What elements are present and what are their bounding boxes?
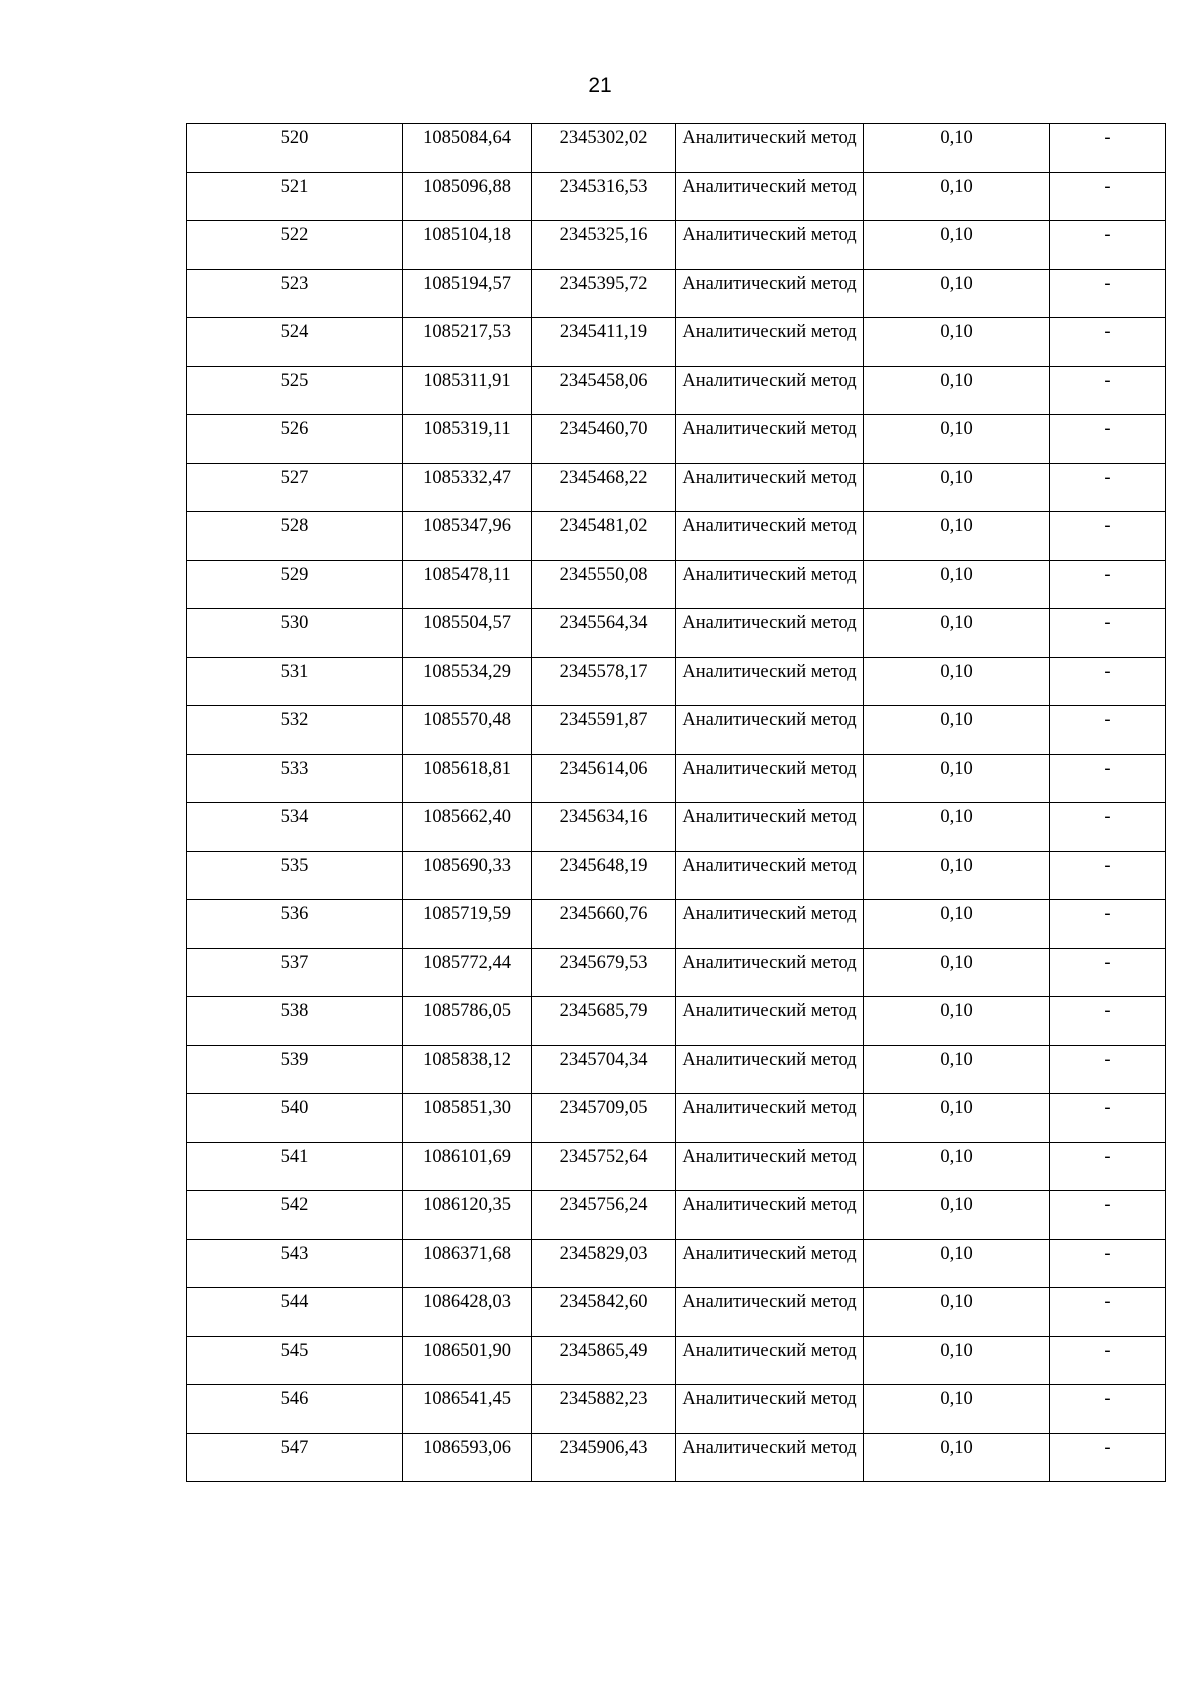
description-cell: -: [1050, 1288, 1166, 1337]
accuracy-cell: 0,10: [864, 512, 1050, 561]
point-number-cell: 536: [187, 900, 403, 949]
description-cell: -: [1050, 1239, 1166, 1288]
accuracy-cell: 0,10: [864, 1191, 1050, 1240]
y-coordinate-cell: 2345906,43: [532, 1433, 676, 1482]
x-coordinate-cell: 1085618,81: [403, 754, 532, 803]
x-coordinate-cell: 1085504,57: [403, 609, 532, 658]
method-cell: Аналитический метод: [676, 1336, 864, 1385]
x-coordinate-cell: 1085096,88: [403, 172, 532, 221]
method-cell: Аналитический метод: [676, 1191, 864, 1240]
y-coordinate-cell: 2345704,34: [532, 1045, 676, 1094]
accuracy-cell: 0,10: [864, 1385, 1050, 1434]
table-row: [187, 1094, 1166, 1143]
table-row: [187, 754, 1166, 803]
y-coordinate-cell: 2345316,53: [532, 172, 676, 221]
method-cell: Аналитический метод: [676, 948, 864, 997]
point-number-cell: 525: [187, 366, 403, 415]
x-coordinate-cell: 1086371,68: [403, 1239, 532, 1288]
description-cell: -: [1050, 221, 1166, 270]
point-number-cell: 526: [187, 415, 403, 464]
y-coordinate-cell: 2345679,53: [532, 948, 676, 997]
x-coordinate-cell: 1085311,91: [403, 366, 532, 415]
point-number-cell: 537: [187, 948, 403, 997]
method-cell: Аналитический метод: [676, 221, 864, 270]
table-row: [187, 415, 1166, 464]
x-coordinate-cell: 1085347,96: [403, 512, 532, 561]
method-cell: Аналитический метод: [676, 366, 864, 415]
accuracy-cell: 0,10: [864, 948, 1050, 997]
method-cell: Аналитический метод: [676, 1433, 864, 1482]
x-coordinate-cell: 1085851,30: [403, 1094, 532, 1143]
table-row: [187, 512, 1166, 561]
point-number-cell: 531: [187, 657, 403, 706]
y-coordinate-cell: 2345756,24: [532, 1191, 676, 1240]
accuracy-cell: 0,10: [864, 1142, 1050, 1191]
point-number-cell: 545: [187, 1336, 403, 1385]
description-cell: -: [1050, 900, 1166, 949]
method-cell: Аналитический метод: [676, 706, 864, 755]
x-coordinate-cell: 1086593,06: [403, 1433, 532, 1482]
accuracy-cell: 0,10: [864, 269, 1050, 318]
description-cell: -: [1050, 657, 1166, 706]
y-coordinate-cell: 2345325,16: [532, 221, 676, 270]
x-coordinate-cell: 1086101,69: [403, 1142, 532, 1191]
x-coordinate-cell: 1085332,47: [403, 463, 532, 512]
table-row: [187, 172, 1166, 221]
description-cell: -: [1050, 997, 1166, 1046]
accuracy-cell: 0,10: [864, 366, 1050, 415]
table-row: [187, 1045, 1166, 1094]
x-coordinate-cell: 1085217,53: [403, 318, 532, 367]
table-row: [187, 221, 1166, 270]
description-cell: -: [1050, 1094, 1166, 1143]
point-number-cell: 533: [187, 754, 403, 803]
point-number-cell: 542: [187, 1191, 403, 1240]
point-number-cell: 530: [187, 609, 403, 658]
table-row: [187, 1385, 1166, 1434]
table-row: [187, 366, 1166, 415]
method-cell: Аналитический метод: [676, 1142, 864, 1191]
x-coordinate-cell: 1086541,45: [403, 1385, 532, 1434]
description-cell: -: [1050, 1142, 1166, 1191]
description-cell: -: [1050, 415, 1166, 464]
accuracy-cell: 0,10: [864, 1045, 1050, 1094]
point-number-cell: 527: [187, 463, 403, 512]
y-coordinate-cell: 2345648,19: [532, 851, 676, 900]
x-coordinate-cell: 1085719,59: [403, 900, 532, 949]
x-coordinate-cell: 1085838,12: [403, 1045, 532, 1094]
method-cell: Аналитический метод: [676, 851, 864, 900]
method-cell: Аналитический метод: [676, 124, 864, 173]
table-row: [187, 1288, 1166, 1337]
y-coordinate-cell: 2345411,19: [532, 318, 676, 367]
description-cell: -: [1050, 609, 1166, 658]
table-row: [187, 803, 1166, 852]
accuracy-cell: 0,10: [864, 803, 1050, 852]
method-cell: Аналитический метод: [676, 657, 864, 706]
description-cell: -: [1050, 463, 1166, 512]
x-coordinate-cell: 1085478,11: [403, 560, 532, 609]
accuracy-cell: 0,10: [864, 124, 1050, 173]
y-coordinate-cell: 2345481,02: [532, 512, 676, 561]
x-coordinate-cell: 1085786,05: [403, 997, 532, 1046]
table-row: [187, 948, 1166, 997]
method-cell: Аналитический метод: [676, 997, 864, 1046]
coordinates-table: [186, 123, 1166, 1482]
accuracy-cell: 0,10: [864, 1094, 1050, 1143]
y-coordinate-cell: 2345550,08: [532, 560, 676, 609]
description-cell: -: [1050, 1336, 1166, 1385]
accuracy-cell: 0,10: [864, 1433, 1050, 1482]
y-coordinate-cell: 2345709,05: [532, 1094, 676, 1143]
point-number-cell: 547: [187, 1433, 403, 1482]
method-cell: Аналитический метод: [676, 900, 864, 949]
point-number-cell: 541: [187, 1142, 403, 1191]
point-number-cell: 544: [187, 1288, 403, 1337]
description-cell: -: [1050, 124, 1166, 173]
y-coordinate-cell: 2345564,34: [532, 609, 676, 658]
table-row: [187, 1336, 1166, 1385]
table-row: [187, 900, 1166, 949]
x-coordinate-cell: 1085084,64: [403, 124, 532, 173]
method-cell: Аналитический метод: [676, 754, 864, 803]
point-number-cell: 532: [187, 706, 403, 755]
method-cell: Аналитический метод: [676, 172, 864, 221]
accuracy-cell: 0,10: [864, 997, 1050, 1046]
x-coordinate-cell: 1086120,35: [403, 1191, 532, 1240]
y-coordinate-cell: 2345458,06: [532, 366, 676, 415]
accuracy-cell: 0,10: [864, 463, 1050, 512]
method-cell: Аналитический метод: [676, 463, 864, 512]
accuracy-cell: 0,10: [864, 609, 1050, 658]
point-number-cell: 529: [187, 560, 403, 609]
point-number-cell: 521: [187, 172, 403, 221]
method-cell: Аналитический метод: [676, 1385, 864, 1434]
accuracy-cell: 0,10: [864, 1288, 1050, 1337]
description-cell: -: [1050, 1045, 1166, 1094]
description-cell: -: [1050, 269, 1166, 318]
description-cell: -: [1050, 512, 1166, 561]
x-coordinate-cell: 1085662,40: [403, 803, 532, 852]
x-coordinate-cell: 1085534,29: [403, 657, 532, 706]
method-cell: Аналитический метод: [676, 415, 864, 464]
description-cell: -: [1050, 851, 1166, 900]
y-coordinate-cell: 2345752,64: [532, 1142, 676, 1191]
accuracy-cell: 0,10: [864, 706, 1050, 755]
y-coordinate-cell: 2345685,79: [532, 997, 676, 1046]
description-cell: -: [1050, 1191, 1166, 1240]
description-cell: -: [1050, 560, 1166, 609]
point-number-cell: 543: [187, 1239, 403, 1288]
method-cell: Аналитический метод: [676, 560, 864, 609]
point-number-cell: 523: [187, 269, 403, 318]
accuracy-cell: 0,10: [864, 900, 1050, 949]
method-cell: Аналитический метод: [676, 803, 864, 852]
method-cell: Аналитический метод: [676, 269, 864, 318]
table-row: [187, 1191, 1166, 1240]
point-number-cell: 522: [187, 221, 403, 270]
x-coordinate-cell: 1086501,90: [403, 1336, 532, 1385]
point-number-cell: 535: [187, 851, 403, 900]
description-cell: -: [1050, 1385, 1166, 1434]
table-row: [187, 851, 1166, 900]
method-cell: Аналитический метод: [676, 609, 864, 658]
x-coordinate-cell: 1085104,18: [403, 221, 532, 270]
table-row: [187, 1433, 1166, 1482]
accuracy-cell: 0,10: [864, 318, 1050, 367]
table-row: [187, 1239, 1166, 1288]
y-coordinate-cell: 2345842,60: [532, 1288, 676, 1337]
description-cell: -: [1050, 803, 1166, 852]
description-cell: -: [1050, 366, 1166, 415]
y-coordinate-cell: 2345634,16: [532, 803, 676, 852]
description-cell: -: [1050, 1433, 1166, 1482]
point-number-cell: 534: [187, 803, 403, 852]
description-cell: -: [1050, 172, 1166, 221]
point-number-cell: 538: [187, 997, 403, 1046]
y-coordinate-cell: 2345660,76: [532, 900, 676, 949]
y-coordinate-cell: 2345468,22: [532, 463, 676, 512]
point-number-cell: 524: [187, 318, 403, 367]
table-row: [187, 1142, 1166, 1191]
method-cell: Аналитический метод: [676, 318, 864, 367]
accuracy-cell: 0,10: [864, 221, 1050, 270]
table-row: [187, 706, 1166, 755]
accuracy-cell: 0,10: [864, 1239, 1050, 1288]
method-cell: Аналитический метод: [676, 1045, 864, 1094]
table-row: [187, 560, 1166, 609]
y-coordinate-cell: 2345591,87: [532, 706, 676, 755]
y-coordinate-cell: 2345614,06: [532, 754, 676, 803]
y-coordinate-cell: 2345578,17: [532, 657, 676, 706]
table-row: [187, 318, 1166, 367]
accuracy-cell: 0,10: [864, 172, 1050, 221]
y-coordinate-cell: 2345395,72: [532, 269, 676, 318]
description-cell: -: [1050, 948, 1166, 997]
point-number-cell: 540: [187, 1094, 403, 1143]
accuracy-cell: 0,10: [864, 415, 1050, 464]
y-coordinate-cell: 2345865,49: [532, 1336, 676, 1385]
table-body: [187, 124, 1166, 1482]
x-coordinate-cell: 1086428,03: [403, 1288, 532, 1337]
accuracy-cell: 0,10: [864, 560, 1050, 609]
description-cell: -: [1050, 754, 1166, 803]
method-cell: Аналитический метод: [676, 1288, 864, 1337]
x-coordinate-cell: 1085772,44: [403, 948, 532, 997]
point-number-cell: 520: [187, 124, 403, 173]
x-coordinate-cell: 1085690,33: [403, 851, 532, 900]
table-row: [187, 463, 1166, 512]
point-number-cell: 528: [187, 512, 403, 561]
accuracy-cell: 0,10: [864, 851, 1050, 900]
x-coordinate-cell: 1085570,48: [403, 706, 532, 755]
accuracy-cell: 0,10: [864, 657, 1050, 706]
table-row: [187, 609, 1166, 658]
y-coordinate-cell: 2345460,70: [532, 415, 676, 464]
point-number-cell: 546: [187, 1385, 403, 1434]
page-number: 21: [588, 74, 612, 97]
table-row: [187, 124, 1166, 173]
y-coordinate-cell: 2345882,23: [532, 1385, 676, 1434]
accuracy-cell: 0,10: [864, 754, 1050, 803]
accuracy-cell: 0,10: [864, 1336, 1050, 1385]
description-cell: -: [1050, 706, 1166, 755]
method-cell: Аналитический метод: [676, 1094, 864, 1143]
x-coordinate-cell: 1085319,11: [403, 415, 532, 464]
table-row: [187, 269, 1166, 318]
y-coordinate-cell: 2345829,03: [532, 1239, 676, 1288]
y-coordinate-cell: 2345302,02: [532, 124, 676, 173]
table-row: [187, 997, 1166, 1046]
point-number-cell: 539: [187, 1045, 403, 1094]
method-cell: Аналитический метод: [676, 512, 864, 561]
description-cell: -: [1050, 318, 1166, 367]
x-coordinate-cell: 1085194,57: [403, 269, 532, 318]
method-cell: Аналитический метод: [676, 1239, 864, 1288]
table-row: [187, 657, 1166, 706]
